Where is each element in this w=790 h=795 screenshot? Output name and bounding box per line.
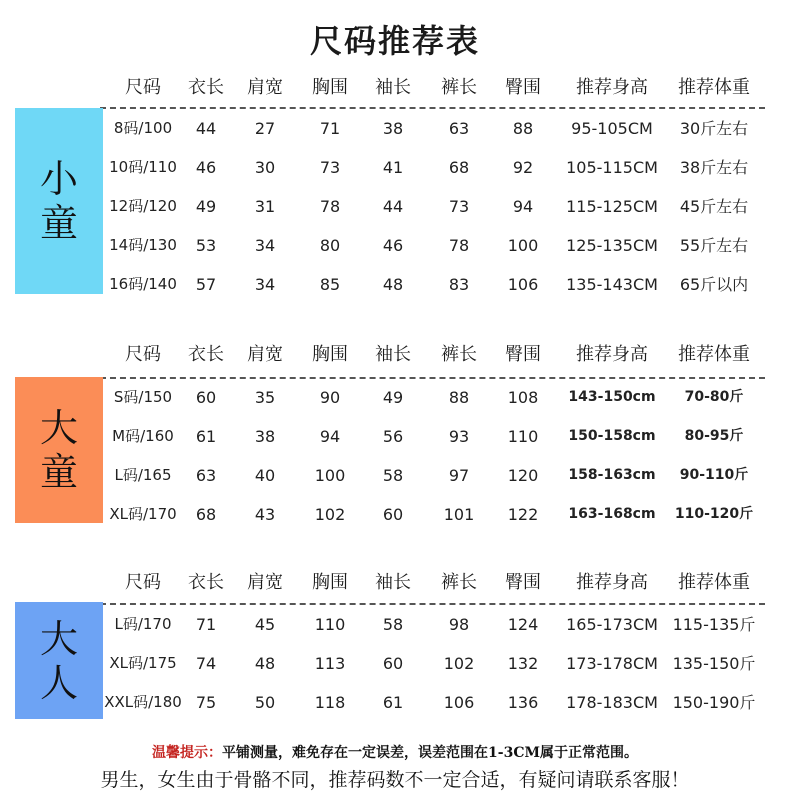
table-cell: 41 (382, 158, 404, 177)
table-row (0, 109, 790, 148)
table-cell: 40 (254, 466, 276, 485)
table-cell: 60 (382, 505, 404, 524)
table-cell: 43 (254, 505, 276, 524)
tip-text: 平铺测量，难免存在一定误差，误差范围在1-3CM属于正常范围。 (222, 745, 638, 761)
column-header: 尺码 (125, 77, 161, 98)
table-cell: 120 (507, 466, 539, 485)
table-cell: 53 (195, 236, 217, 255)
column-header: 肩宽 (247, 77, 283, 98)
table-cell: 71 (319, 119, 341, 138)
size-cell: S码/150 (113, 388, 173, 406)
column-header: 胸围 (312, 344, 348, 365)
table-cell: 63 (195, 466, 217, 485)
table-row (0, 644, 790, 683)
table-cell: 100 (314, 466, 346, 485)
column-header: 袖长 (375, 572, 411, 593)
table-cell: 57 (195, 275, 217, 294)
size-cell: 12码/120 (109, 197, 177, 215)
table-cell: 80 (319, 236, 341, 255)
table-cell: 74 (195, 654, 217, 673)
size-cell: L码/170 (114, 615, 172, 633)
table-cell: 38 (254, 427, 276, 446)
table-cell: 61 (382, 693, 404, 712)
table-cell: 98 (448, 615, 470, 634)
table-cell: 65斤以内 (679, 275, 749, 294)
table-cell: 178-183CM (566, 693, 658, 712)
column-header: 裤长 (441, 77, 477, 98)
table-cell: 78 (319, 197, 341, 216)
table-cell: 70-80斤 (684, 389, 744, 405)
table-cell: 163-168cm (568, 506, 656, 522)
column-header: 推荐体重 (678, 572, 750, 593)
column-header: 尺码 (125, 572, 161, 593)
table-cell: 122 (507, 505, 539, 524)
column-header: 衣长 (188, 344, 224, 365)
table-cell: 118 (314, 693, 346, 712)
table-cell: 94 (319, 427, 341, 446)
table-cell: 30 (254, 158, 276, 177)
table-cell: 165-173CM (566, 615, 658, 634)
page-title: 尺码推荐表 (309, 22, 480, 60)
column-header-row (0, 568, 790, 598)
table-cell: 68 (448, 158, 470, 177)
table-row (0, 148, 790, 187)
category-label-char: 童 (39, 201, 78, 245)
table-cell: 73 (319, 158, 341, 177)
table-row (0, 605, 790, 644)
table-cell: 110 (507, 427, 539, 446)
table-cell: 110-120斤 (674, 506, 754, 522)
category-label-char: 小 (39, 157, 78, 201)
table-cell: 55斤左右 (679, 236, 749, 255)
size-cell: 16码/140 (109, 275, 177, 293)
table-cell: 158-163cm (568, 467, 656, 483)
table-cell: 132 (507, 654, 539, 673)
table-cell: 83 (448, 275, 470, 294)
table-cell: 34 (254, 275, 276, 294)
table-cell: 115-125CM (566, 197, 658, 216)
table-row (0, 378, 790, 417)
table-cell: 113 (314, 654, 346, 673)
table-cell: 38 (382, 119, 404, 138)
column-header: 衣长 (188, 77, 224, 98)
table-cell: 135-143CM (566, 275, 658, 294)
table-cell: 48 (382, 275, 404, 294)
column-header: 推荐体重 (678, 344, 750, 365)
table-cell: 92 (512, 158, 534, 177)
category-label-char: 大 (39, 616, 78, 661)
table-cell: 95-105CM (571, 119, 653, 138)
table-cell: 124 (507, 615, 539, 634)
table-cell: 93 (448, 427, 470, 446)
table-cell: 61 (195, 427, 217, 446)
table-row (0, 495, 790, 534)
column-header-row (0, 73, 790, 103)
table-cell: 27 (254, 119, 276, 138)
table-cell: 106 (443, 693, 475, 712)
table-cell: 100 (507, 236, 539, 255)
table-cell: 34 (254, 236, 276, 255)
table-cell: 35 (254, 388, 276, 407)
tip-lead: 温馨提示： (152, 745, 223, 761)
table-cell: 150-190斤 (672, 693, 756, 712)
table-cell: 30斤左右 (679, 119, 749, 138)
column-header: 推荐身高 (576, 572, 648, 593)
table-cell: 80-95斤 (684, 428, 744, 444)
column-header: 肩宽 (247, 572, 283, 593)
table-cell: 60 (382, 654, 404, 673)
category-label-char: 童 (39, 450, 78, 494)
table-cell: 90-110斤 (679, 467, 749, 483)
size-cell: XL码/175 (109, 654, 177, 672)
table-cell: 173-178CM (566, 654, 658, 673)
size-cell: XXL码/180 (104, 693, 182, 711)
table-row (0, 187, 790, 226)
table-cell: 125-135CM (566, 236, 658, 255)
table-cell: 143-150cm (568, 389, 656, 405)
fit-note: 男生，女生由于骨骼不同，推荐码数不一定合适，有疑问请联系客服！ (100, 769, 690, 791)
table-cell: 108 (507, 388, 539, 407)
table-cell: 38斤左右 (679, 158, 749, 177)
table-cell: 56 (382, 427, 404, 446)
table-cell: 49 (195, 197, 217, 216)
table-cell: 105-115CM (566, 158, 658, 177)
column-header: 臀围 (505, 572, 541, 593)
table-cell: 45 (254, 615, 276, 634)
column-header: 推荐体重 (678, 77, 750, 98)
table-cell: 88 (448, 388, 470, 407)
table-cell: 44 (195, 119, 217, 138)
table-cell: 68 (195, 505, 217, 524)
table-cell: 106 (507, 275, 539, 294)
column-header: 肩宽 (247, 344, 283, 365)
table-cell: 60 (195, 388, 217, 407)
column-header: 臀围 (505, 344, 541, 365)
table-cell: 46 (195, 158, 217, 177)
table-cell: 48 (254, 654, 276, 673)
column-header: 胸围 (312, 77, 348, 98)
table-cell: 63 (448, 119, 470, 138)
table-row (0, 456, 790, 495)
column-header: 胸围 (312, 572, 348, 593)
table-cell: 49 (382, 388, 404, 407)
table-row (0, 417, 790, 456)
column-header: 裤长 (441, 572, 477, 593)
column-header: 臀围 (505, 77, 541, 98)
size-cell: XL码/170 (109, 505, 177, 523)
table-cell: 44 (382, 197, 404, 216)
table-cell: 75 (195, 693, 217, 712)
table-cell: 102 (443, 654, 475, 673)
column-header: 袖长 (375, 344, 411, 365)
table-cell: 135-150斤 (672, 654, 756, 673)
table-cell: 50 (254, 693, 276, 712)
table-row (0, 226, 790, 265)
table-row (0, 683, 790, 722)
table-cell: 94 (512, 197, 534, 216)
category-label-char: 大 (39, 406, 78, 450)
table-cell: 101 (443, 505, 475, 524)
table-cell: 46 (382, 236, 404, 255)
table-cell: 90 (319, 388, 341, 407)
category-label-char: 人 (39, 660, 78, 705)
table-cell: 73 (448, 197, 470, 216)
table-cell: 88 (512, 119, 534, 138)
size-cell: M码/160 (112, 427, 174, 445)
column-header-row (0, 340, 790, 370)
table-cell: 102 (314, 505, 346, 524)
table-row (0, 265, 790, 304)
table-cell: 150-158cm (568, 428, 656, 444)
table-cell: 110 (314, 615, 346, 634)
table-cell: 58 (382, 615, 404, 634)
table-cell: 31 (254, 197, 276, 216)
column-header: 推荐身高 (576, 77, 648, 98)
table-cell: 71 (195, 615, 217, 634)
table-cell: 97 (448, 466, 470, 485)
size-cell: 14码/130 (109, 236, 177, 254)
table-cell: 78 (448, 236, 470, 255)
column-header: 尺码 (125, 344, 161, 365)
size-cell: L码/165 (114, 466, 172, 484)
table-cell: 45斤左右 (679, 197, 749, 216)
column-header: 推荐身高 (576, 344, 648, 365)
measurement-tip (0, 742, 790, 762)
column-header: 裤长 (441, 344, 477, 365)
size-cell: 8码/100 (113, 119, 173, 137)
table-cell: 136 (507, 693, 539, 712)
table-cell: 85 (319, 275, 341, 294)
table-cell: 58 (382, 466, 404, 485)
table-cell: 115-135斤 (672, 615, 756, 634)
column-header: 衣长 (188, 572, 224, 593)
column-header: 袖长 (375, 77, 411, 98)
size-cell: 10码/110 (109, 158, 177, 176)
